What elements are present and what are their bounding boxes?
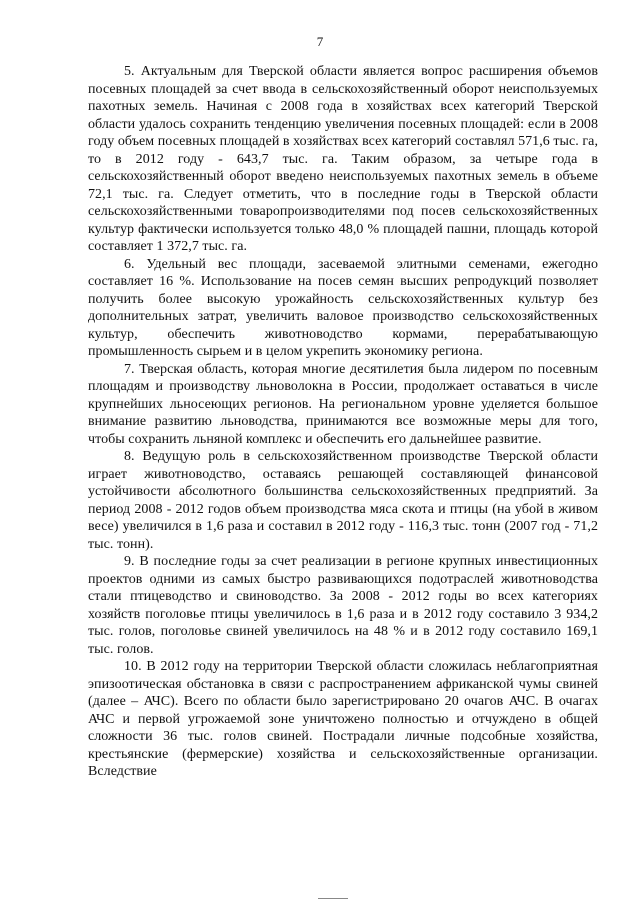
- paragraph-9: 9. В последние годы за счет реализации в регионе крупных инвестиционных проектов одними из самых быстро развивающихся подотраслей животноводства стали птицеводство и свиноводство. За 2008 - 2012 годы во всех категориях хозяйств поголовье птицы увеличилось в 1,6 раза и в 2012 году составило 3 934,2 тыс. голов, поголовье свиней увеличилось на 48 % и в 2012 году составило 169,1 тыс. голов.: [88, 554, 598, 657]
- page-number: 7: [316, 34, 324, 49]
- paragraph-7: 7. Тверская область, которая многие десятилетия была лидером по посевным площадям и производству льноволокна в России, продолжает оставаться в числе крупнейших льносеющих регионов. На региональном уровне уделяется большое внимание развитию льноводства, принимаются все возможные меры для того, чтобы сохранить льняной комплекс и обеспечить его дальнейшее развитие.: [88, 361, 598, 447]
- paragraph-10: 10. В 2012 году на территории Тверской области сложилась неблагоприятная эпизоотическая обстановка в связи с распространением африканской чумы свиней (далее – АЧС). Всего по области было зарегистрировано 20 очагов АЧС. В очагах АЧС и первой угрожаемой зоне уничтожено полностью и отчуждено в общей сложности 36 тыс. голов свиней. Пострадали личные подсобные хозяйства, крестьянские (фермерские) хозяйства и сельскохозяйственные организации. Вследствие: [88, 659, 598, 779]
- paragraph-8: 8. Ведущую роль в сельскохозяйственном производстве Тверской области играет животноводство, оставаясь решающей составляющей финансовой устойчивости абсолютного большинства сельскохозяйственных предприятий. За период 2008 - 2012 годов объем производства мяса скота и птицы (на убой в живом весе) увеличился в 1,6 раза и составил в 2012 году - 116,3 тыс. тонн (2007 год - 71,2 тыс. тонн).: [88, 449, 598, 552]
- paragraph-5: 5. Актуальным для Тверской области является вопрос расширения объемов посевных площадей за счет ввода в сельскохозяйственный оборот неиспользуемых пахотных земель. Начиная с 2008 года в хозяйствах всех категорий Тверской области удалось сохранить тенденцию увеличения посевных площадей: если в 2008 году объем посевных площадей в хозяйствах всех категорий составлял 571,6 тыс. га, то в 2012 году - 643,7 тыс. га. Таким образом, за четыре года в сельскохозяйственный оборот введено неиспользуемых пахотных земель в объеме 72,1 тыс. га. Следует отметить, что в последние годы в Тверской области сельскохозяйственными товаропроизводителями под посев сельскохозяйственных культур фактически используется только 48,0 % площадей пашни, площадь которой составляет 1 372,7 тыс. га.: [88, 64, 598, 254]
- document-body: [88, 63, 598, 781]
- paragraph-6: 6. Удельный вес площади, засеваемой элитными семенами, ежегодно составляет 16 %. Использование на посев семян высших репродукций позволяет получить более высокую урожайность сельскохозяйственных культур без дополнительных затрат, увеличить валовое производство сельскохозяйственных культур, обеспечить животноводство кормами, перерабатывающую промышленность сырьем и в целом укрепить экономику региона.: [88, 256, 598, 359]
- scan-edge-mark: [318, 898, 348, 899]
